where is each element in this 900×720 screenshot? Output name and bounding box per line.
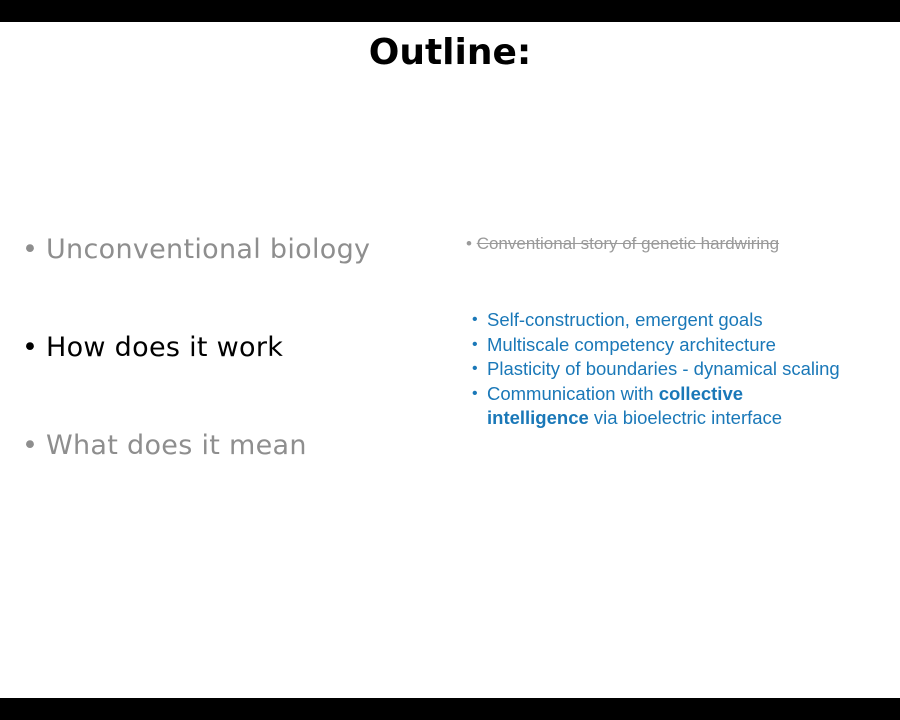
bullet-icon: •	[472, 311, 478, 328]
struck-through-point	[466, 234, 779, 254]
subpoint-text: Plasticity of boundaries - dynamical scaling	[487, 358, 840, 379]
outline-item-what-does-it-mean	[22, 430, 307, 461]
struck-text: Conventional story of genetic hardwiring	[476, 234, 780, 253]
outline-item-unconventional-biology	[22, 234, 370, 265]
outline-item-label: Unconventional biology	[46, 234, 371, 265]
bullet-icon: •	[466, 234, 477, 253]
page-title: Outline:	[368, 32, 532, 73]
bullet-icon: •	[22, 234, 39, 265]
list-item	[472, 357, 867, 382]
subpoint-list	[472, 308, 867, 431]
subpoint-text-post: via bioelectric interface	[588, 407, 783, 428]
subpoint-bold-intelligence: intelligence	[487, 407, 589, 428]
subpoint-text: Self-construction, emergent goals	[487, 309, 763, 330]
outline-item-label: How does it work	[46, 332, 284, 363]
bullet-icon: •	[472, 384, 478, 402]
outline-item-how-does-it-work	[22, 332, 283, 363]
outline-item-label: What does it mean	[46, 430, 307, 461]
list-item	[472, 382, 867, 431]
bullet-icon: •	[22, 430, 39, 461]
bullet-icon: •	[472, 360, 478, 377]
subpoint-text-pre: Communication with	[487, 382, 659, 404]
subpoint-text: Multiscale competency architecture	[487, 333, 776, 355]
subpoint-bold-collective: collective	[658, 382, 744, 404]
list-item	[472, 333, 867, 358]
bullet-icon: •	[22, 332, 39, 363]
list-item	[472, 308, 867, 333]
slide	[0, 22, 900, 698]
bullet-icon: •	[472, 335, 478, 353]
